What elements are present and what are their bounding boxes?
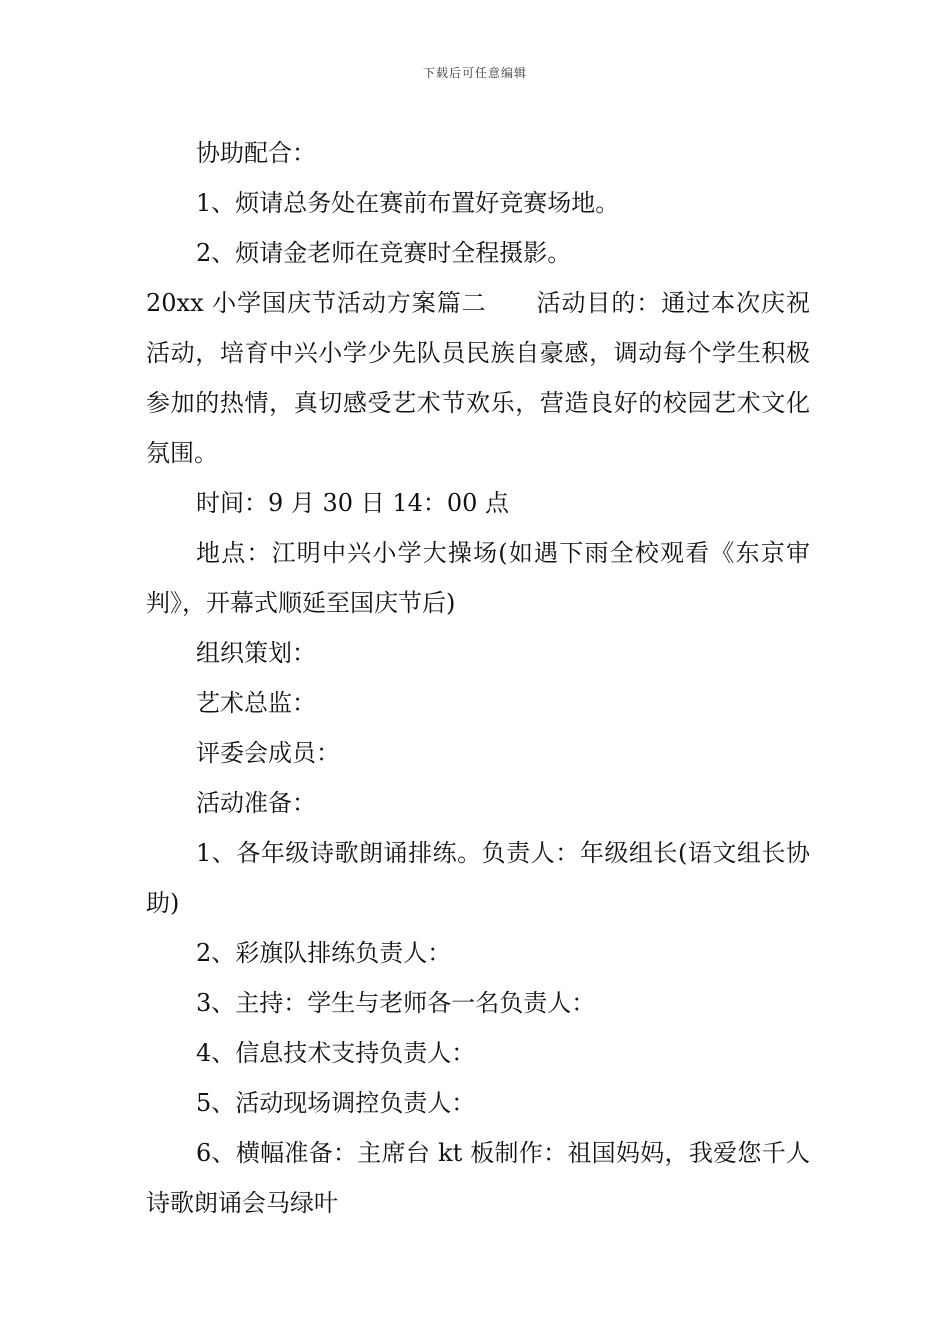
paragraph-prep-item-4: 4、信息技术支持负责人： [196, 1039, 476, 1067]
paragraph-prep-item-6: 6、横幅准备：主席台 kt 板制作：祖国妈妈，我爱您千人诗歌朗诵会马绿叶 [146, 1139, 810, 1217]
paragraph-prep-item-2: 2、彩旗队排练负责人： [196, 939, 452, 967]
paragraph-time: 时间：9 月 30 日 14：00 点 [196, 489, 510, 517]
paragraph-assist-item-2: 2、烦请金老师在竞赛时全程摄影。 [196, 239, 572, 267]
document-body [146, 128, 810, 1228]
paragraph-prep-item-1: 1、各年级诗歌朗诵排练。负责人：年级组长(语文组长协助) [146, 839, 810, 917]
paragraph-plan-two-purpose: 20xx 小学国庆节活动方案篇二 活动目的：通过本次庆祝活动，培育中兴小学少先队员民族自豪感，调动每个学生积极参加的热情，真切感受艺术节欢乐，营造良好的校园艺术文化氛围。 [146, 289, 810, 467]
paragraph-location: 地点：江明中兴小学大操场(如遇下雨全校观看《东京审判》，开幕式顺延至国庆节后) [146, 539, 810, 617]
paragraph-organizer: 组织策划： [196, 639, 316, 667]
paragraph-prep-item-5: 5、活动现场调控负责人： [196, 1089, 476, 1117]
page-header-note: 下载后可任意编辑 [422, 66, 527, 80]
paragraph-assist-title: 协助配合： [196, 139, 316, 167]
paragraph-preparation-title: 活动准备： [196, 789, 316, 817]
paragraph-judges: 评委会成员： [196, 739, 340, 767]
paragraph-assist-item-1: 1、烦请总务处在赛前布置好竞赛场地。 [196, 189, 620, 217]
paragraph-art-director: 艺术总监： [196, 689, 316, 717]
paragraph-prep-item-3: 3、主持：学生与老师各一名负责人： [196, 989, 596, 1017]
